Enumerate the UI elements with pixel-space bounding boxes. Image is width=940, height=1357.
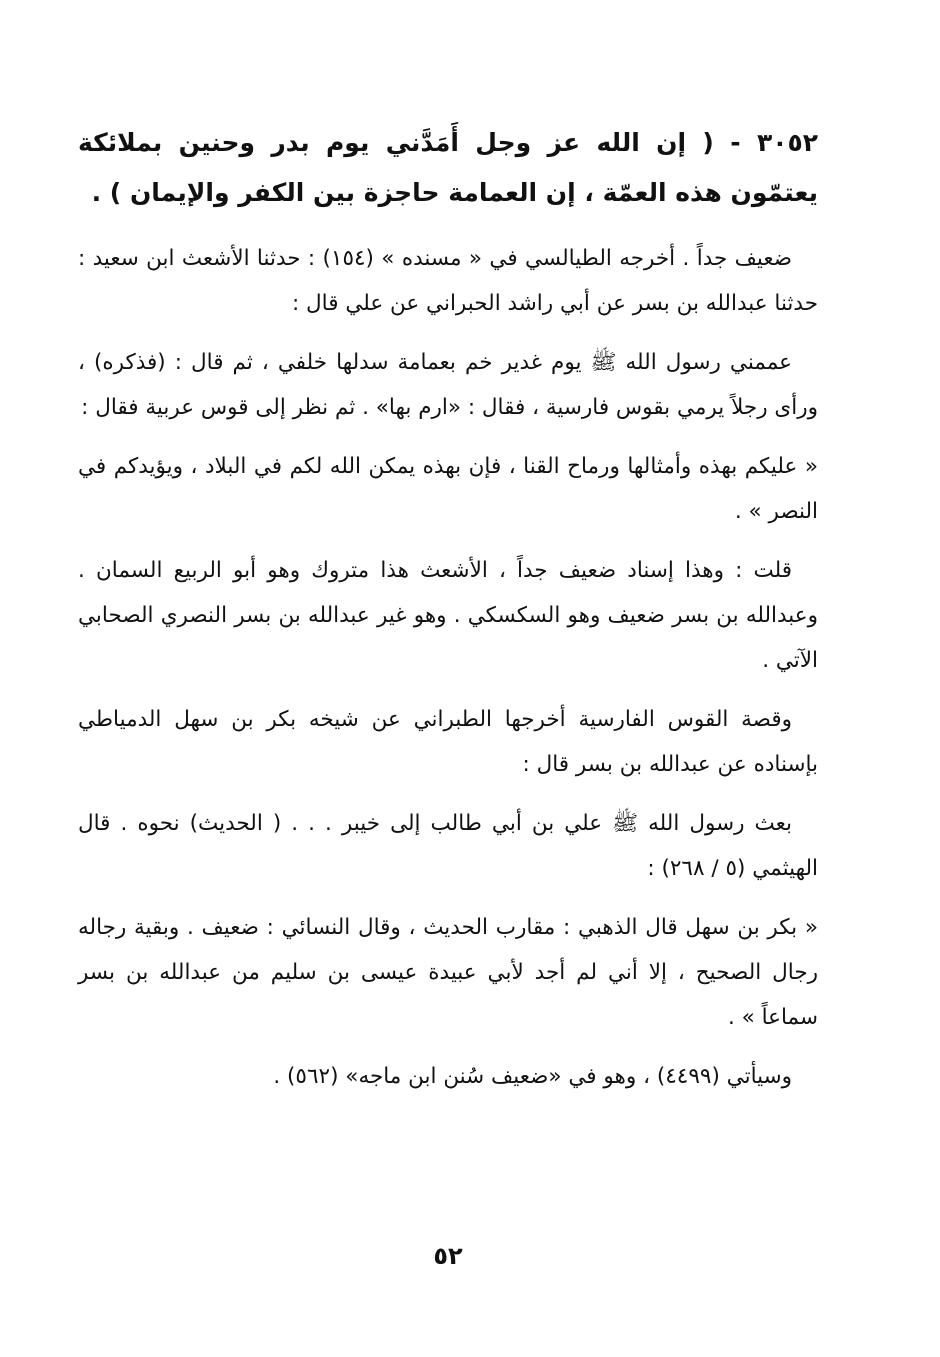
paragraph-haythami-quote: « بكر بن سهل قال الذهبي : مقارب الحديث ، وقال النسائي : ضعيف . وبقية رجاله رجال الصحيح ، إلا أني لم أجد لأبي عبيدة عيسى بن سليم من عبدالله بن بسر سماعاً » .: [78, 915, 818, 1030]
paragraph-story: وقصة القوس الفارسية أخرجها الطبراني عن شيخه بكر بن سهل الدمياطي بإسناده عن عبدالله بن بسر قال :: [78, 707, 818, 777]
hadith-title: ٣٠٥٢ - ( إن الله عز وجل أَمَدَّني يوم بدر وحنين بملائكة يعتمّون هذه العمّة ، إن العمامة حاجزة بين الكفر والإيمان ) .: [78, 128, 818, 207]
paragraph-commentary: قلت : وهذا إسناد ضعيف جداً ، الأشعث هذا متروك وهو أبو الربيع السمان . وعبدالله بن بسر ضعيف وهو السكسكي . وهو غير عبدالله بن بسر النصري الصحابي الآتي .: [78, 558, 818, 673]
document-page: [78, 118, 818, 1318]
paragraph-quote: « عليكم بهذه وأمثالها ورماح القنا ، فإن بهذه يمكن الله لكم في البلاد ، ويؤيدكم في النصر » .: [78, 454, 818, 524]
paragraph-takhrij: ضعيف جداً . أخرجه الطيالسي في « مسنده » (١٥٤) : حدثنا الأشعث ابن سعيد : حدثنا عبدالله بن بسر عن أبي راشد الحبراني عن علي قال :: [78, 246, 818, 316]
page-number: ٥٢: [433, 1242, 463, 1270]
paragraph-narration: عممني رسول الله ﷺ يوم غدير خم بعمامة سدلها خلفي ، ثم قال : (فذكره) ، ورأى رجلاً يرمي بقوس فارسية ، فقال : «ارم بها» . ثم نظر إلى قوس عربية فقال :: [78, 350, 818, 420]
paragraph-reference: وسيأتي (٤٤٩٩) ، وهو في «ضعيف سُنن ابن ماجه» (٥٦٢) .: [273, 1064, 792, 1089]
paragraph-khaybar: بعث رسول الله ﷺ علي بن أبي طالب إلى خيبر . . . ( الحديث) نحوه . قال الهيثمي (٥ / ٢٦٨) :: [78, 811, 818, 881]
